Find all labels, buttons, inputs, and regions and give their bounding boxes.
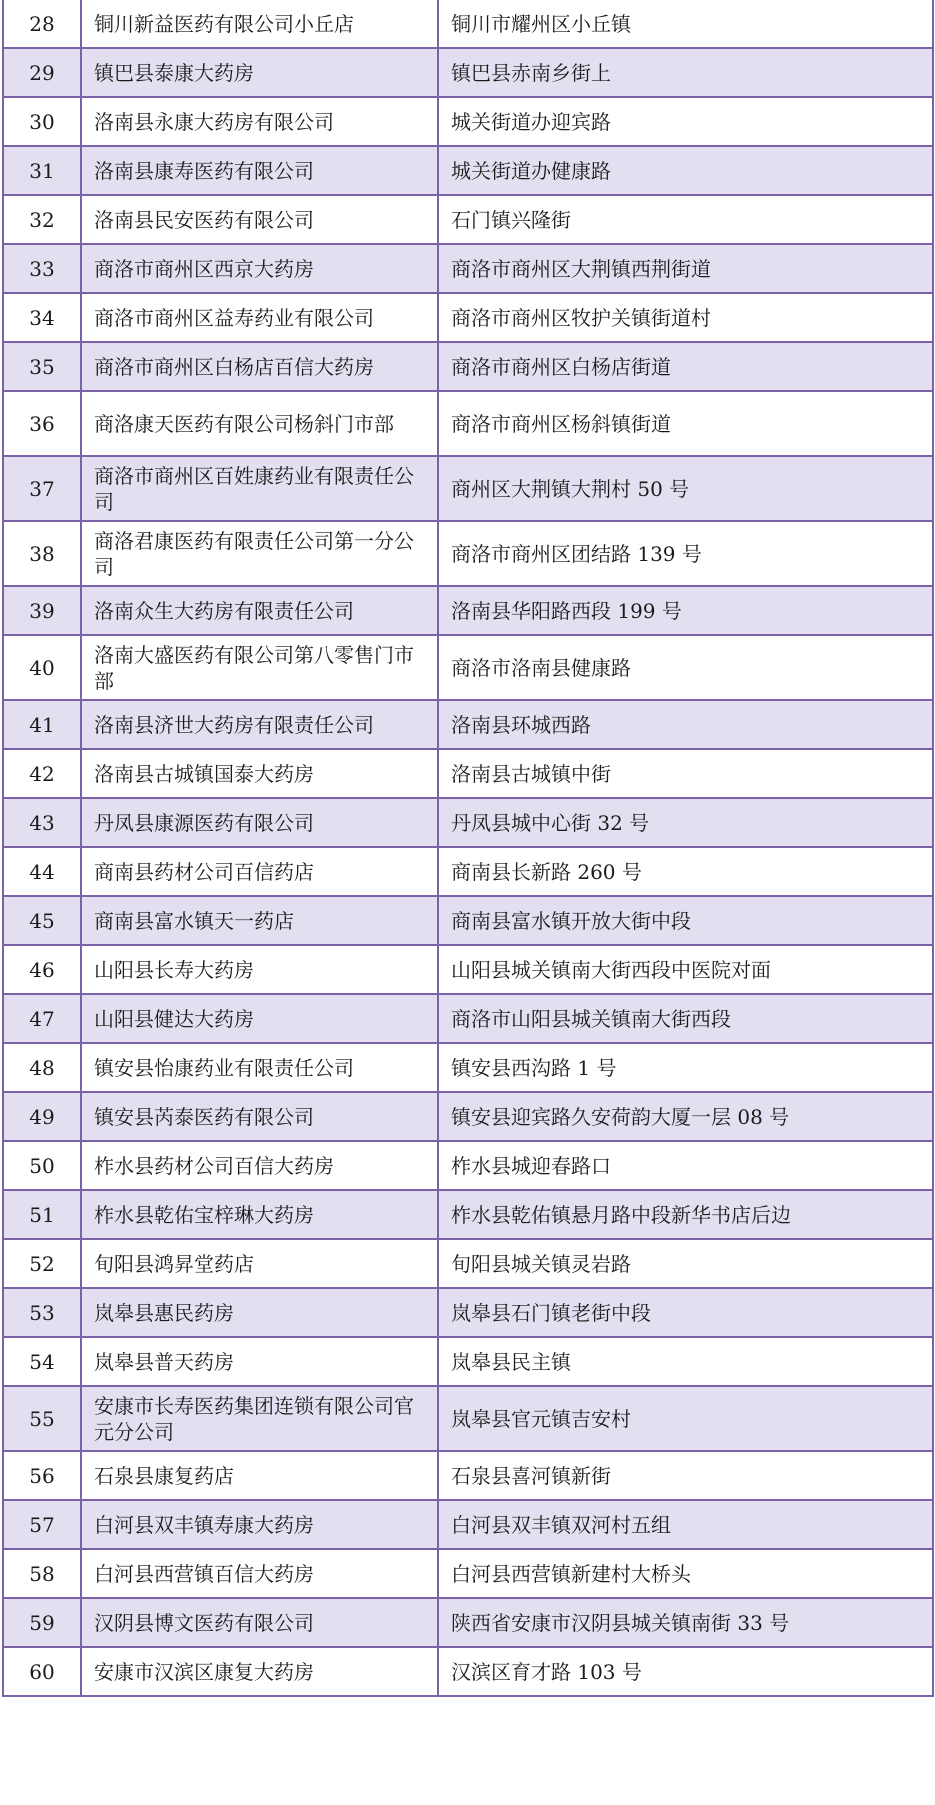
pharmacy-address-cell: 柞水县乾佑镇悬月路中段新华书店后边 [438, 1190, 933, 1239]
pharmacy-name-cell: 旬阳县鸿昇堂药店 [81, 1239, 438, 1288]
pharmacy-name-cell: 镇安县芮泰医药有限公司 [81, 1092, 438, 1141]
table-row [3, 244, 933, 293]
pharmacy-name-cell: 白河县西营镇百信大药房 [81, 1549, 438, 1598]
pharmacy-address-cell: 石门镇兴隆街 [438, 195, 933, 244]
row-number-cell: 39 [3, 586, 81, 635]
pharmacy-name-cell: 商洛市商州区西京大药房 [81, 244, 438, 293]
table-row [3, 391, 933, 456]
pharmacy-address-cell: 洛南县古城镇中街 [438, 749, 933, 798]
pharmacy-address-cell: 石泉县喜河镇新街 [438, 1451, 933, 1500]
row-number-cell: 33 [3, 244, 81, 293]
pharmacy-name-cell: 安康市长寿医药集团连锁有限公司官元分公司 [81, 1386, 438, 1451]
table-row [3, 586, 933, 635]
row-number-cell: 42 [3, 749, 81, 798]
pharmacy-name-cell: 商洛康天医药有限公司杨斜门市部 [81, 391, 438, 456]
row-number-cell: 54 [3, 1337, 81, 1386]
row-number-cell: 46 [3, 945, 81, 994]
pharmacy-name-cell: 岚皋县普天药房 [81, 1337, 438, 1386]
pharmacy-name-cell: 柞水县乾佑宝梓琳大药房 [81, 1190, 438, 1239]
table-row [3, 1647, 933, 1696]
pharmacy-name-cell: 洛南县济世大药房有限责任公司 [81, 700, 438, 749]
pharmacy-address-cell: 铜川市耀州区小丘镇 [438, 0, 933, 48]
row-number-cell: 47 [3, 994, 81, 1043]
table-row [3, 945, 933, 994]
row-number-cell: 43 [3, 798, 81, 847]
pharmacy-name-cell: 山阳县健达大药房 [81, 994, 438, 1043]
table-row [3, 994, 933, 1043]
pharmacy-name-cell: 镇安县怡康药业有限责任公司 [81, 1043, 438, 1092]
pharmacy-address-cell: 商洛市商州区白杨店街道 [438, 342, 933, 391]
row-number-cell: 56 [3, 1451, 81, 1500]
pharmacy-name-cell: 白河县双丰镇寿康大药房 [81, 1500, 438, 1549]
row-number-cell: 28 [3, 0, 81, 48]
row-number-cell: 32 [3, 195, 81, 244]
table-row [3, 48, 933, 97]
table-row [3, 847, 933, 896]
table-row [3, 1288, 933, 1337]
row-number-cell: 38 [3, 521, 81, 586]
pharmacy-name-cell: 岚皋县惠民药房 [81, 1288, 438, 1337]
pharmacy-address-cell: 商洛市山阳县城关镇南大街西段 [438, 994, 933, 1043]
pharmacy-name-cell: 洛南县民安医药有限公司 [81, 195, 438, 244]
pharmacy-name-cell: 汉阴县博文医药有限公司 [81, 1598, 438, 1647]
table-row [3, 1549, 933, 1598]
table-row [3, 1043, 933, 1092]
pharmacy-name-cell: 铜川新益医药有限公司小丘店 [81, 0, 438, 48]
table-row [3, 1386, 933, 1451]
pharmacy-name-cell: 镇巴县泰康大药房 [81, 48, 438, 97]
table-row [3, 1500, 933, 1549]
row-number-cell: 44 [3, 847, 81, 896]
table-row [3, 635, 933, 700]
table-row [3, 749, 933, 798]
pharmacy-address-cell: 商州区大荆镇大荆村 50 号 [438, 456, 933, 521]
pharmacy-address-cell: 城关街道办健康路 [438, 146, 933, 195]
row-number-cell: 58 [3, 1549, 81, 1598]
table-row [3, 1092, 933, 1141]
pharmacy-address-cell: 商洛市商州区团结路 139 号 [438, 521, 933, 586]
pharmacy-address-cell: 商洛市商州区杨斜镇街道 [438, 391, 933, 456]
pharmacy-name-cell: 商洛市商州区益寿药业有限公司 [81, 293, 438, 342]
pharmacy-address-cell: 商洛市商州区牧护关镇街道村 [438, 293, 933, 342]
pharmacy-name-cell: 洛南县永康大药房有限公司 [81, 97, 438, 146]
row-number-cell: 59 [3, 1598, 81, 1647]
pharmacy-address-cell: 汉滨区育才路 103 号 [438, 1647, 933, 1696]
pharmacy-name-cell: 商洛君康医药有限责任公司第一分公司 [81, 521, 438, 586]
pharmacy-address-cell: 丹凤县城中心街 32 号 [438, 798, 933, 847]
row-number-cell: 45 [3, 896, 81, 945]
row-number-cell: 40 [3, 635, 81, 700]
pharmacy-address-cell: 商洛市洛南县健康路 [438, 635, 933, 700]
pharmacy-address-cell: 洛南县环城西路 [438, 700, 933, 749]
pharmacy-address-cell: 城关街道办迎宾路 [438, 97, 933, 146]
pharmacy-name-cell: 安康市汉滨区康复大药房 [81, 1647, 438, 1696]
table-row [3, 1239, 933, 1288]
row-number-cell: 60 [3, 1647, 81, 1696]
row-number-cell: 48 [3, 1043, 81, 1092]
pharmacy-name-cell: 洛南县古城镇国泰大药房 [81, 749, 438, 798]
table-row [3, 0, 933, 48]
pharmacy-address-cell: 旬阳县城关镇灵岩路 [438, 1239, 933, 1288]
table-row [3, 1598, 933, 1647]
pharmacy-address-cell: 洛南县华阳路西段 199 号 [438, 586, 933, 635]
row-number-cell: 30 [3, 97, 81, 146]
table-row [3, 342, 933, 391]
table-row [3, 1190, 933, 1239]
pharmacy-name-cell: 商南县药材公司百信药店 [81, 847, 438, 896]
pharmacy-table [2, 0, 934, 1697]
row-number-cell: 41 [3, 700, 81, 749]
row-number-cell: 37 [3, 456, 81, 521]
pharmacy-name-cell: 山阳县长寿大药房 [81, 945, 438, 994]
pharmacy-address-cell: 岚皋县民主镇 [438, 1337, 933, 1386]
table-row [3, 1141, 933, 1190]
row-number-cell: 35 [3, 342, 81, 391]
pharmacy-name-cell: 石泉县康复药店 [81, 1451, 438, 1500]
row-number-cell: 49 [3, 1092, 81, 1141]
pharmacy-address-cell: 柞水县城迎春路口 [438, 1141, 933, 1190]
row-number-cell: 52 [3, 1239, 81, 1288]
pharmacy-address-cell: 岚皋县石门镇老街中段 [438, 1288, 933, 1337]
pharmacy-address-cell: 商洛市商州区大荆镇西荆街道 [438, 244, 933, 293]
table-row [3, 896, 933, 945]
row-number-cell: 55 [3, 1386, 81, 1451]
pharmacy-name-cell: 洛南大盛医药有限公司第八零售门市部 [81, 635, 438, 700]
pharmacy-address-cell: 商南县长新路 260 号 [438, 847, 933, 896]
pharmacy-name-cell: 丹凤县康源医药有限公司 [81, 798, 438, 847]
pharmacy-address-cell: 镇安县西沟路 1 号 [438, 1043, 933, 1092]
table-row [3, 97, 933, 146]
row-number-cell: 36 [3, 391, 81, 456]
pharmacy-name-cell: 商洛市商州区白杨店百信大药房 [81, 342, 438, 391]
pharmacy-name-cell: 柞水县药材公司百信大药房 [81, 1141, 438, 1190]
pharmacy-address-cell: 陕西省安康市汉阴县城关镇南街 33 号 [438, 1598, 933, 1647]
row-number-cell: 57 [3, 1500, 81, 1549]
table-row [3, 1337, 933, 1386]
row-number-cell: 29 [3, 48, 81, 97]
pharmacy-table-body [3, 0, 933, 1696]
table-row [3, 700, 933, 749]
table-row [3, 521, 933, 586]
table-row [3, 1451, 933, 1500]
pharmacy-name-cell: 洛南县康寿医药有限公司 [81, 146, 438, 195]
pharmacy-name-cell: 商南县富水镇天一药店 [81, 896, 438, 945]
pharmacy-address-cell: 镇安县迎宾路久安荷韵大厦一层 08 号 [438, 1092, 933, 1141]
pharmacy-name-cell: 商洛市商州区百姓康药业有限责任公司 [81, 456, 438, 521]
pharmacy-address-cell: 岚皋县官元镇吉安村 [438, 1386, 933, 1451]
pharmacy-address-cell: 镇巴县赤南乡街上 [438, 48, 933, 97]
table-row [3, 798, 933, 847]
row-number-cell: 50 [3, 1141, 81, 1190]
table-row [3, 456, 933, 521]
pharmacy-address-cell: 白河县西营镇新建村大桥头 [438, 1549, 933, 1598]
table-row [3, 195, 933, 244]
row-number-cell: 51 [3, 1190, 81, 1239]
table-row [3, 293, 933, 342]
pharmacy-address-cell: 山阳县城关镇南大街西段中医院对面 [438, 945, 933, 994]
row-number-cell: 53 [3, 1288, 81, 1337]
pharmacy-address-cell: 商南县富水镇开放大街中段 [438, 896, 933, 945]
row-number-cell: 31 [3, 146, 81, 195]
table-row [3, 146, 933, 195]
row-number-cell: 34 [3, 293, 81, 342]
pharmacy-name-cell: 洛南众生大药房有限责任公司 [81, 586, 438, 635]
pharmacy-address-cell: 白河县双丰镇双河村五组 [438, 1500, 933, 1549]
